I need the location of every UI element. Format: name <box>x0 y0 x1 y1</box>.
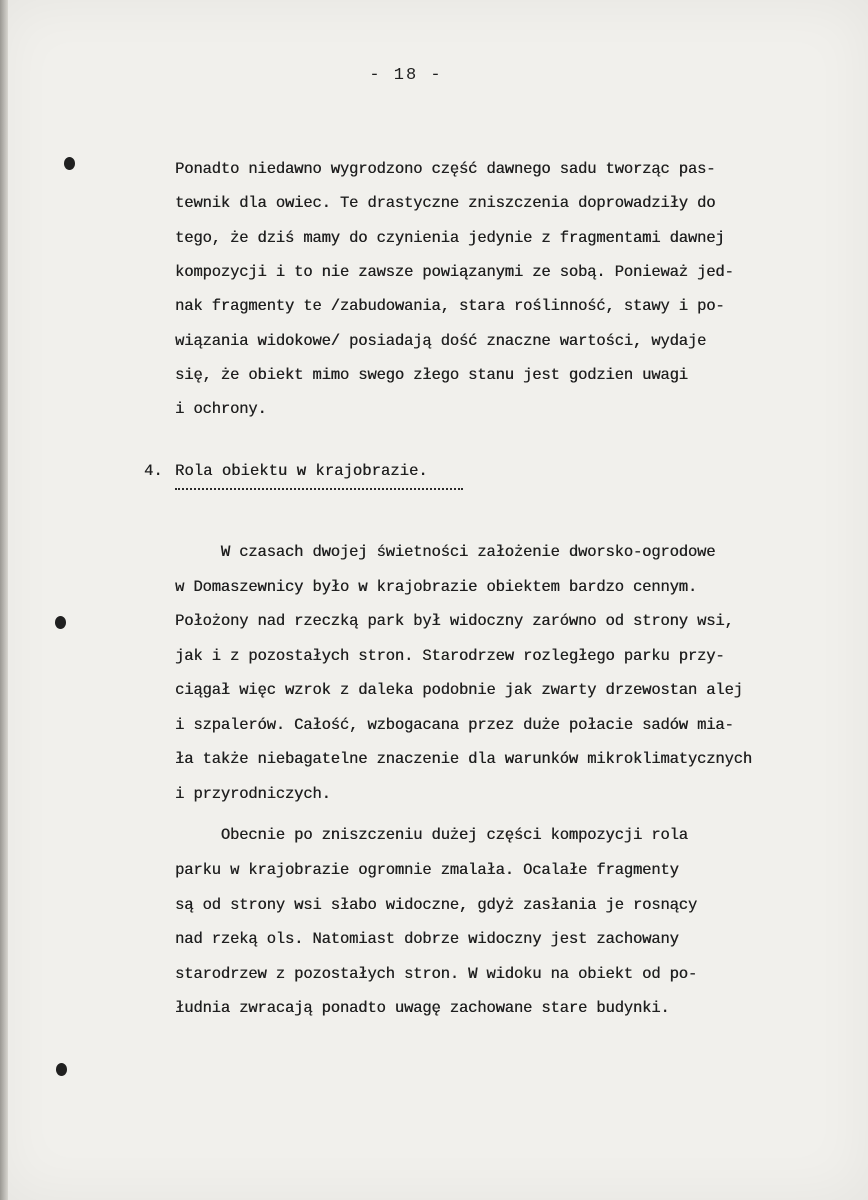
paragraph-2-line: i szpalerów. Całość, wzbogacana przez duże połacie sadów mia- <box>175 716 734 734</box>
paragraph-1-line: tewnik dla owiec. Te drastyczne zniszczenia doprowadziły do <box>175 194 716 212</box>
paragraph-1-line: Ponadto niedawno wygrodzono część dawnego sadu tworząc pas- <box>175 160 716 178</box>
paragraph-1-line: nak fragmenty te /zabudowania, stara roślinność, stawy i po- <box>175 297 725 315</box>
paragraph-1-line: wiązania widokowe/ posiadają dość znaczne wartości, wydaje <box>175 332 707 350</box>
paragraph-1-line: kompozycji i to nie zawsze powiązanymi ze sobą. Ponieważ jed- <box>175 263 734 281</box>
section-title: Rola obiektu w krajobrazie. <box>175 462 428 480</box>
paragraph-2-line: i przyrodniczych. <box>175 785 331 803</box>
section-number: 4. <box>144 462 163 480</box>
punch-hole-mark <box>56 1063 67 1076</box>
paragraph-2-line: ciągał więc wzrok z daleka podobnie jak zwarty drzewostan alej <box>175 681 743 699</box>
paragraph-2-line: jak i z pozostałych stron. Starodrzew rozległego parku przy- <box>175 647 725 665</box>
paragraph-1-line: się, że obiekt mimo swego złego stanu jest godzien uwagi <box>175 366 688 384</box>
punch-hole-mark <box>64 157 75 170</box>
page-number: - 18 - <box>369 66 443 85</box>
paragraph-2-line: w Domaszewnicy było w krajobrazie obiektem bardzo cennym. <box>175 578 697 596</box>
paragraph-1-line: tego, że dziś mamy do czynienia jedynie z fragmentami dawnej <box>175 229 725 247</box>
paragraph-3-line: są od strony wsi słabo widoczne, gdyż zasłania je rosnący <box>175 896 697 914</box>
paragraph-3-line: Obecnie po zniszczeniu dużej części kompozycji rola <box>175 826 688 844</box>
paragraph-1-line: i ochrony. <box>175 400 267 418</box>
paragraph-3-line: łudnia zwracają ponadto uwagę zachowane stare budynki. <box>175 999 670 1017</box>
paragraph-2-line: W czasach dwojej świetności założenie dworsko-ogrodowe <box>175 543 716 561</box>
paragraph-2-line: Położony nad rzeczką park był widoczny zarówno od strony wsi, <box>175 612 734 630</box>
paragraph-2-line: ła także niebagatelne znaczenie dla warunków mikroklimatycznych <box>175 750 752 768</box>
paragraph-3-line: parku w krajobrazie ogromnie zmalała. Ocalałe fragmenty <box>175 861 679 879</box>
section-title-underline <box>175 488 463 490</box>
paragraph-3-line: nad rzeką ols. Natomiast dobrze widoczny jest zachowany <box>175 930 679 948</box>
paragraph-3-line: starodrzew z pozostałych stron. W widoku na obiekt od po- <box>175 965 697 983</box>
punch-hole-mark <box>55 616 66 629</box>
page-edge-shadow <box>0 0 8 1200</box>
